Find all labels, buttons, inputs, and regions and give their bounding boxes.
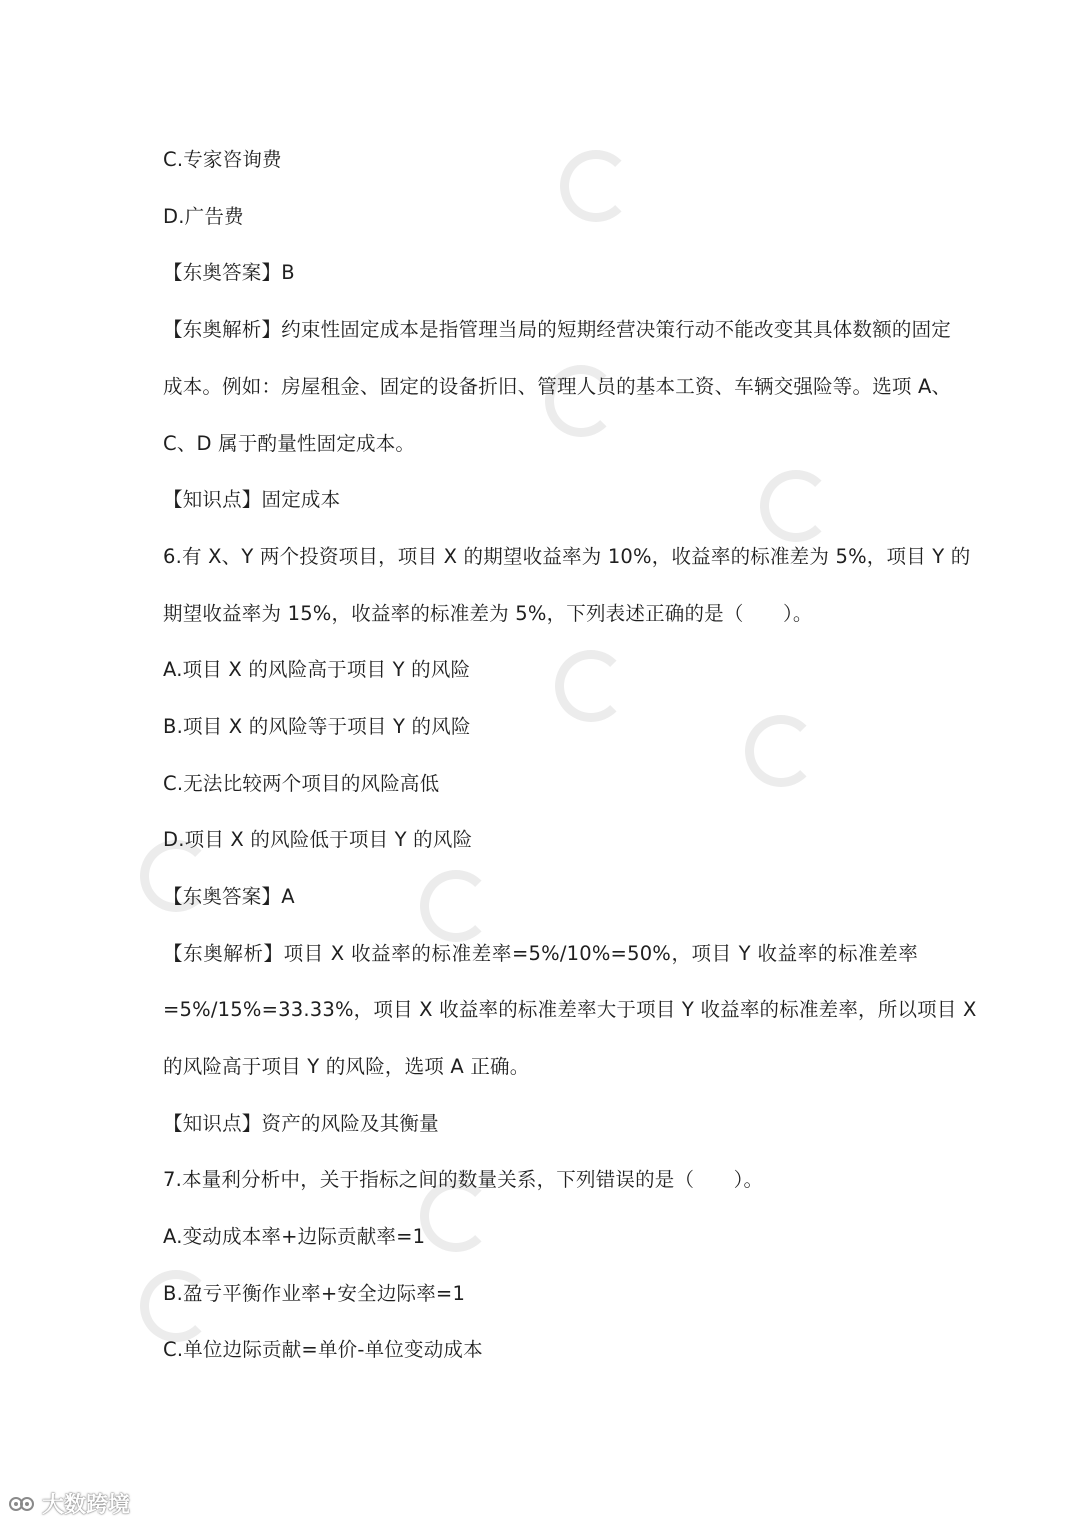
analysis-line: 成本。例如：房屋租金、固定的设备折旧、管理人员的基本工资、车辆交强险等。选项 A、 [163, 375, 952, 398]
watermark-logo-icon [745, 715, 817, 787]
watermark-logo-icon [760, 470, 832, 542]
knowledge-point-line: 【知识点】固定成本 [163, 488, 341, 511]
brand-logo-icon [8, 1493, 36, 1515]
answer-line: 【东奥答案】A [163, 885, 295, 908]
knowledge-point-line: 【知识点】资产的风险及其衡量 [163, 1112, 439, 1135]
footer-brand-text: 大数跨境 [42, 1493, 131, 1518]
option-d-line: D.项目 X 的风险低于项目 Y 的风险 [163, 828, 473, 851]
watermark-logo-icon [420, 870, 492, 942]
analysis-line: 【东奥解析】项目 X 收益率的标准差率=5%/10%=50%，项目 Y 收益率的标准差率 [163, 942, 918, 965]
analysis-line: 的风险高于项目 Y 的风险，选项 A 正确。 [163, 1055, 530, 1078]
question-line: 6.有 X、Y 两个投资项目，项目 X 的期望收益率为 10%，收益率的标准差为 5%，项目 Y 的 [163, 545, 971, 568]
watermark-logo-icon [555, 650, 627, 722]
option-b-line: B.盈亏平衡作业率+安全边际率=1 [163, 1282, 466, 1305]
watermark-logo-icon [560, 150, 632, 222]
option-c-line: C.无法比较两个项目的风险高低 [163, 772, 440, 795]
question-line: 7.本量利分析中，关于指标之间的数量关系，下列错误的是（ ）。 [163, 1168, 764, 1191]
option-a-line: A.项目 X 的风险高于项目 Y 的风险 [163, 658, 471, 681]
option-a-line: A.变动成本率+边际贡献率=1 [163, 1225, 426, 1248]
option-c-line: C.专家咨询费 [163, 148, 282, 171]
analysis-line: 【东奥解析】约束性固定成本是指管理当局的短期经营决策行动不能改变其具体数额的固定 [163, 318, 952, 341]
question-line: 期望收益率为 15%，收益率的标准差为 5%，下列表述正确的是（ ）。 [163, 602, 813, 625]
analysis-line: =5%/15%=33.33%，项目 X 收益率的标准差率大于项目 Y 收益率的标准差率，所以项目 X [163, 998, 977, 1021]
analysis-line: C、D 属于酌量性固定成本。 [163, 432, 416, 455]
answer-line: 【东奥答案】B [163, 261, 295, 284]
option-d-line: D.广告费 [163, 205, 244, 228]
footer-brand [8, 1488, 130, 1519]
option-b-line: B.项目 X 的风险等于项目 Y 的风险 [163, 715, 471, 738]
option-c-line: C.单位边际贡献=单价-单位变动成本 [163, 1338, 483, 1361]
